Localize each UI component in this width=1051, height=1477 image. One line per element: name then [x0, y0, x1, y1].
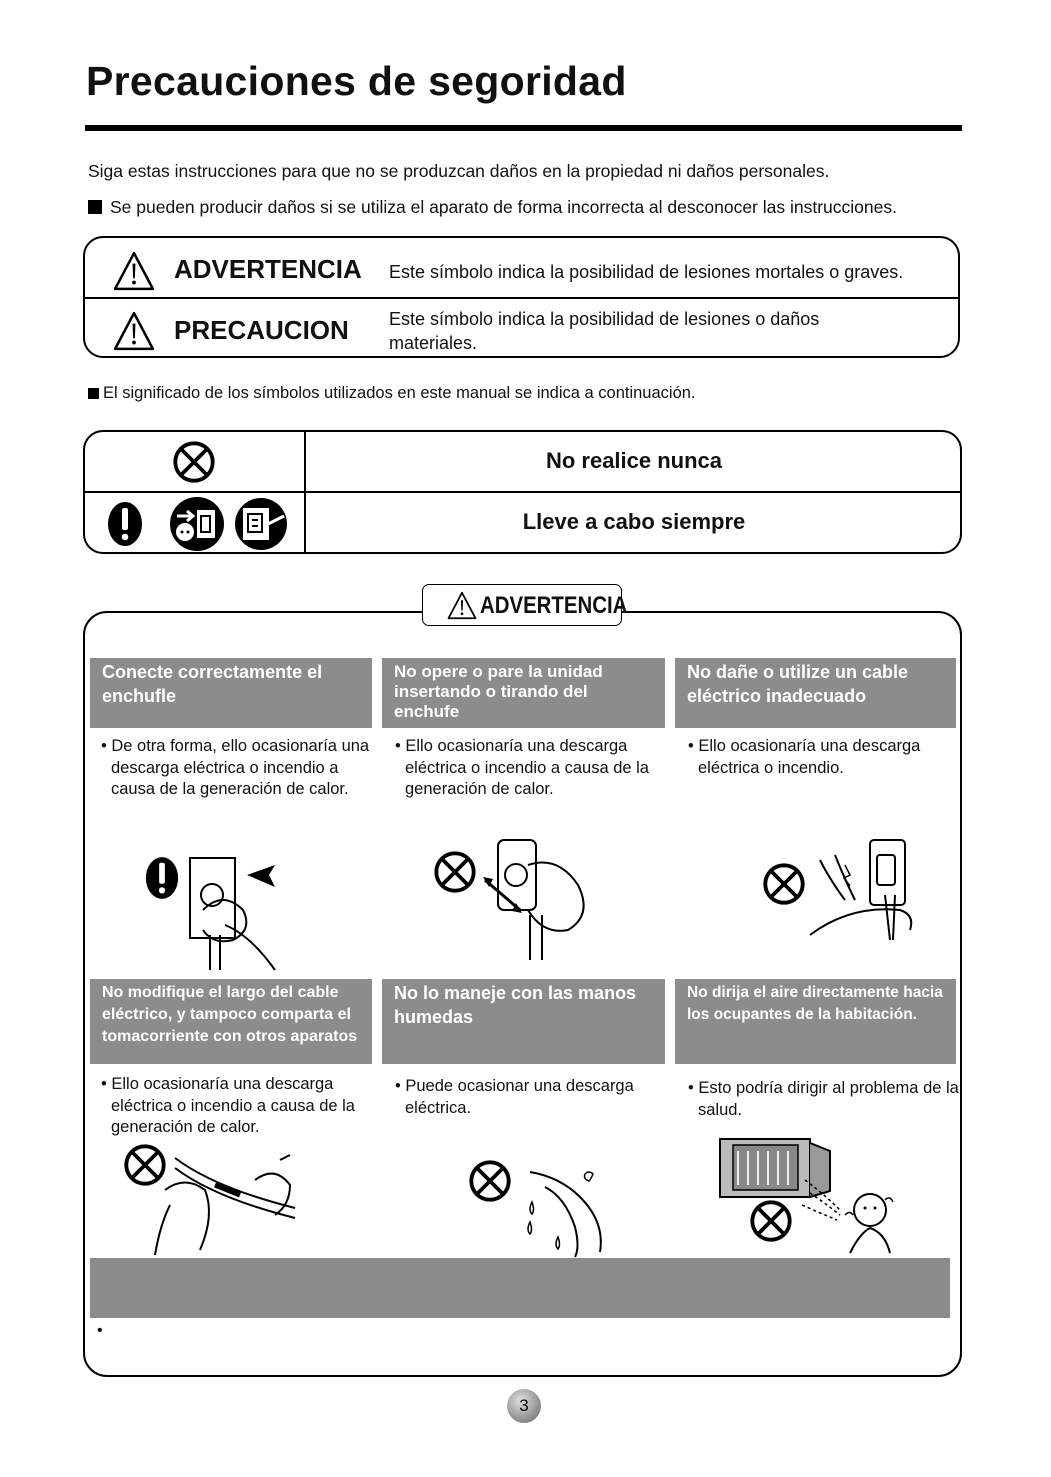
page-number: 3 [507, 1389, 541, 1423]
plug-in-illustration [185, 850, 285, 975]
prohibited-icon [762, 862, 806, 906]
signal-desc-precaucion: Este símbolo indica la posibilidad de lesiones o daños materiales. [389, 309, 820, 353]
warning-text: • Ello ocasionaría una descarga eléctrica o incendio a causa de la generación de calor. [395, 737, 649, 798]
cold-person-illustration [800, 1165, 895, 1255]
warning-triangle-icon [447, 591, 477, 620]
warning-text: • Esto podría dirigir al problema de la salud. [688, 1079, 959, 1119]
signal-label-advertencia: ADVERTENCIA [174, 254, 362, 284]
mandatory-icon [105, 498, 145, 550]
divider [85, 491, 960, 493]
prohibited-icon [468, 1159, 512, 1203]
signal-desc-advertencia: Este símbolo indica la posibilidad de lesiones mortales o graves. [389, 262, 904, 282]
symbols-intro-text: El significado de los símbolos utilizados en este manual se indica a continuación. [103, 384, 696, 402]
intro-line: Siga estas instrucciones para que no se produzcan daños en la propiedad ni daños personales. [88, 161, 830, 181]
section-tag-label: ADVERTENCIA [480, 592, 628, 619]
page-title: Precauciones de segoridad [86, 58, 627, 104]
divider [85, 297, 958, 299]
signal-word-box [83, 236, 960, 358]
warning-title: No opere o pare la unidad insertando o tirando del enchufe [382, 658, 665, 728]
warning-text: • Ello ocasionaría una descarga eléctrica o incendio a causa de la generación de calor. [101, 1075, 355, 1136]
square-bullet-icon [88, 200, 102, 214]
symbols-intro [88, 384, 696, 403]
symbol-text-never: No realice nunca [545, 448, 723, 473]
intro-note [88, 197, 897, 218]
warning-title: No modifique el largo del cable eléctrico, y tampoco comparta el tomacorriente con otros aparatos [90, 979, 372, 1064]
wet-hands-illustration [520, 1162, 610, 1258]
empty-header-bar [90, 1258, 950, 1318]
warning-text: • Ello ocasionaría una descarga eléctrica o incendio. [688, 737, 921, 777]
warning-triangle-icon [113, 251, 155, 291]
symbols-table [83, 430, 962, 554]
prohibited-icon [172, 440, 216, 484]
warning-title: No dañe o utilize un cable eléctrico inadecuado [675, 658, 956, 728]
pull-plug-illustration [480, 835, 595, 965]
warning-text: • De otra forma, ello ocasionaría una descarga eléctrica o incendio a causa de la generación de calor. [101, 737, 370, 798]
warning-title: Conecte correctamente el enchufle [90, 658, 372, 728]
mandatory-icon [143, 855, 181, 901]
caution-triangle-icon [113, 311, 155, 351]
extend-cable-illustration [145, 1150, 300, 1258]
empty-bullet: • [97, 1322, 103, 1339]
prohibited-icon [749, 1199, 793, 1243]
section-tag [422, 584, 628, 626]
symbol-text-always: Lleve a cabo siempre [522, 509, 746, 534]
prohibited-icon [433, 850, 477, 894]
warning-title: No dirija el aire directamente hacia los ocupantes de la habitación. [675, 979, 956, 1064]
ground-connection-icon [234, 496, 288, 552]
title-rule [85, 125, 962, 131]
warning-title: No lo maneje con las manos humedas [382, 979, 665, 1064]
cut-cable-illustration [805, 835, 915, 950]
signal-label-precaucion: PRECAUCION [174, 315, 349, 345]
unplug-icon [169, 496, 225, 552]
warning-text: • Puede ocasionar una descarga eléctrica. [395, 1077, 634, 1117]
square-bullet-icon [88, 388, 99, 399]
intro-note-text: Se pueden producir daños si se utiliza el aparato de forma incorrecta al desconocer las instrucciones. [110, 197, 897, 217]
